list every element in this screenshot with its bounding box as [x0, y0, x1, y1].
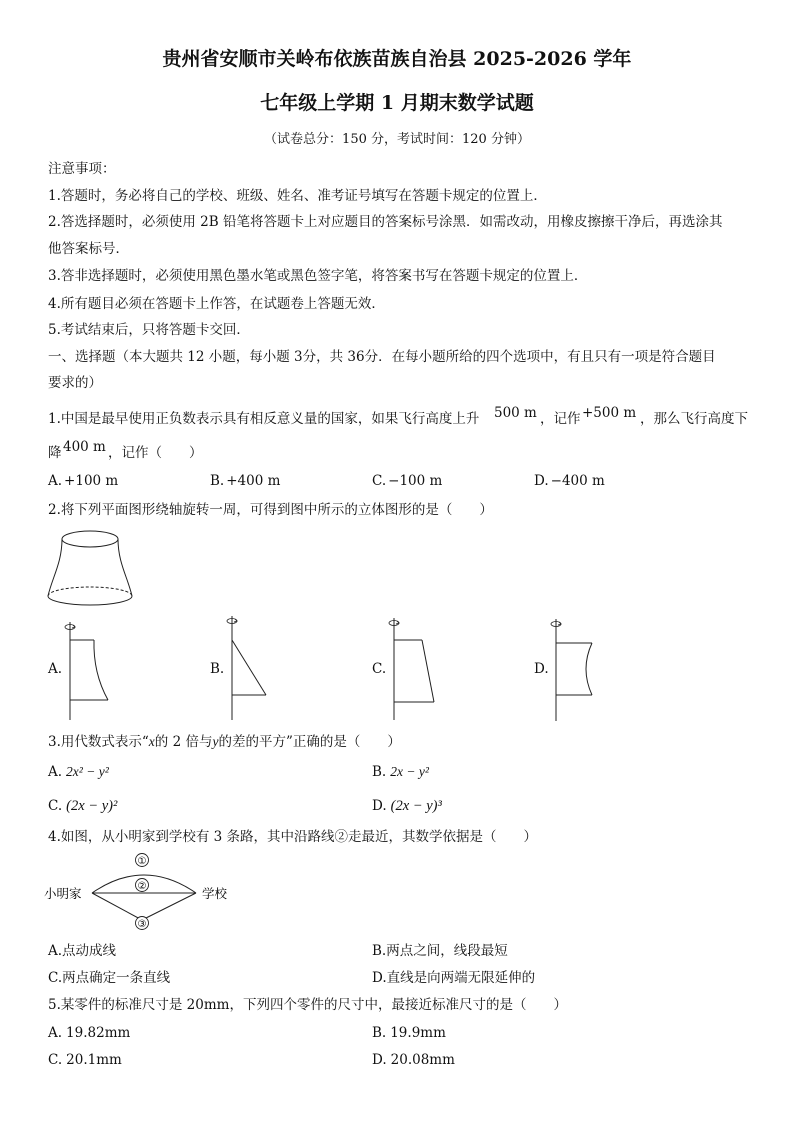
note-1: 1.答题时，务必将自己的学校、班级、姓名、准考证号填写在答题卡规定的位置上．	[48, 188, 547, 204]
q1-option-c[interactable]: C. −100 m	[372, 473, 443, 489]
q3-option-c[interactable]: C. (2x − y)²	[48, 798, 118, 814]
note-5: 5.考试结束后，只将答题卡交回．	[48, 322, 250, 338]
q1-option-d[interactable]: D. −400 m	[534, 473, 605, 489]
q4-option-b[interactable]: B.两点之间，线段最短	[372, 943, 508, 959]
q4-stem: 4.如图，从小明家到学校有 3 条路，其中沿路线②走最近，其数学依据是（ ）	[48, 829, 538, 845]
q4-school-label: 学校	[202, 886, 228, 901]
q2-stem: 2.将下列平面图形绕轴旋转一周，可得到图中所示的立体图形的是（ ）	[48, 502, 493, 518]
q2-option-c-figure[interactable]	[382, 614, 442, 724]
q2-option-b-label[interactable]: B.	[210, 661, 225, 677]
q4-option-c[interactable]: C.两点确定一条直线	[48, 970, 171, 986]
route-2-label: ②	[137, 881, 147, 892]
title-line-1: 贵州省安顺市关岭布依族苗族自治县 2025-2026 学年	[162, 48, 632, 70]
route-3-label: ③	[137, 919, 147, 930]
q1-value-plus500: +500 m	[582, 405, 637, 421]
q2-option-a-label[interactable]: A.	[48, 661, 63, 677]
note-4: 4.所有题目必须在答题卡上作答，在试题卷上答题无效．	[48, 296, 385, 312]
q3-option-b[interactable]: B. 2x − y²	[372, 764, 429, 780]
q1-text-part3: ，那么飞行高度下	[640, 411, 748, 427]
q4-home-label: 小明家	[44, 886, 82, 901]
q5-stem: 5.某零件的标准尺寸是 20mm，下列四个零件的尺寸中，最接近标准尺寸的是（ ）	[48, 997, 567, 1013]
note-2: 2.答选择题时，必须使用 2B 铅笔将答题卡上对应题目的答案标号涂黑．如需改动，用橡皮擦擦干净后，再选涂其	[48, 214, 723, 230]
q2-option-d-label[interactable]: D.	[534, 661, 549, 677]
q5-option-b[interactable]: B. 19.9mm	[372, 1025, 446, 1041]
q1-option-b[interactable]: B. +400 m	[210, 473, 281, 489]
section-heading-cont: 要求的）	[48, 375, 102, 391]
q2-solid-figure	[44, 528, 134, 608]
q3-option-a[interactable]: A. 2x² − y²	[48, 764, 109, 780]
q1-text-part1: 1.中国是最早使用正负数表示具有相反意义量的国家，如果飞行高度上升	[48, 411, 480, 427]
q5-option-d[interactable]: D. 20.08mm	[372, 1052, 455, 1068]
q4-route-figure	[44, 850, 244, 932]
q1-text-part5: ，记作（ ）	[108, 445, 203, 461]
route-3	[92, 893, 196, 920]
route-1-label: ①	[137, 856, 147, 867]
q4-option-d[interactable]: D.直线是向两端无限延伸的	[372, 970, 536, 986]
q5-option-c[interactable]: C. 20.1mm	[48, 1052, 122, 1068]
note-2-cont: 他答案标号．	[48, 241, 129, 257]
q3-option-d[interactable]: D. (2x − y)³	[372, 798, 442, 814]
q1-option-a[interactable]: A. +100 m	[48, 473, 119, 489]
q2-option-a-figure[interactable]	[58, 618, 118, 723]
q1-value-400: 400 m	[63, 439, 106, 455]
title-line-2: 七年级上学期 1 月期末数学试题	[260, 92, 534, 114]
notes-heading: 注意事项：	[48, 161, 116, 177]
exam-info: （试卷总分：150 分，考试时间：120 分钟）	[264, 132, 530, 147]
q1-value-500: 500 m	[494, 405, 537, 421]
q2-option-d-figure[interactable]	[544, 615, 604, 725]
q1-text-part2: ，记作	[540, 411, 581, 427]
q2-option-b-figure[interactable]	[220, 612, 280, 724]
q2-option-c-label[interactable]: C.	[372, 661, 387, 677]
q1-text-part4: 降	[48, 445, 62, 461]
q3-stem: 3.用代数式表示“x的 2 倍与y的差的平方”正确的是（ ）	[48, 734, 401, 750]
q5-option-a[interactable]: A. 19.82mm	[48, 1025, 131, 1041]
q4-option-a[interactable]: A.点动成线	[48, 943, 117, 959]
section-heading: 一、选择题（本大题共 12 小题，每小题 3分，共 36分．在每小题所给的四个选项中，有且只有一项是符合题目	[48, 349, 716, 365]
note-3: 3.答非选择题时，必须使用黑色墨水笔或黑色签字笔，将答案书写在答题卡规定的位置上．	[48, 268, 588, 284]
